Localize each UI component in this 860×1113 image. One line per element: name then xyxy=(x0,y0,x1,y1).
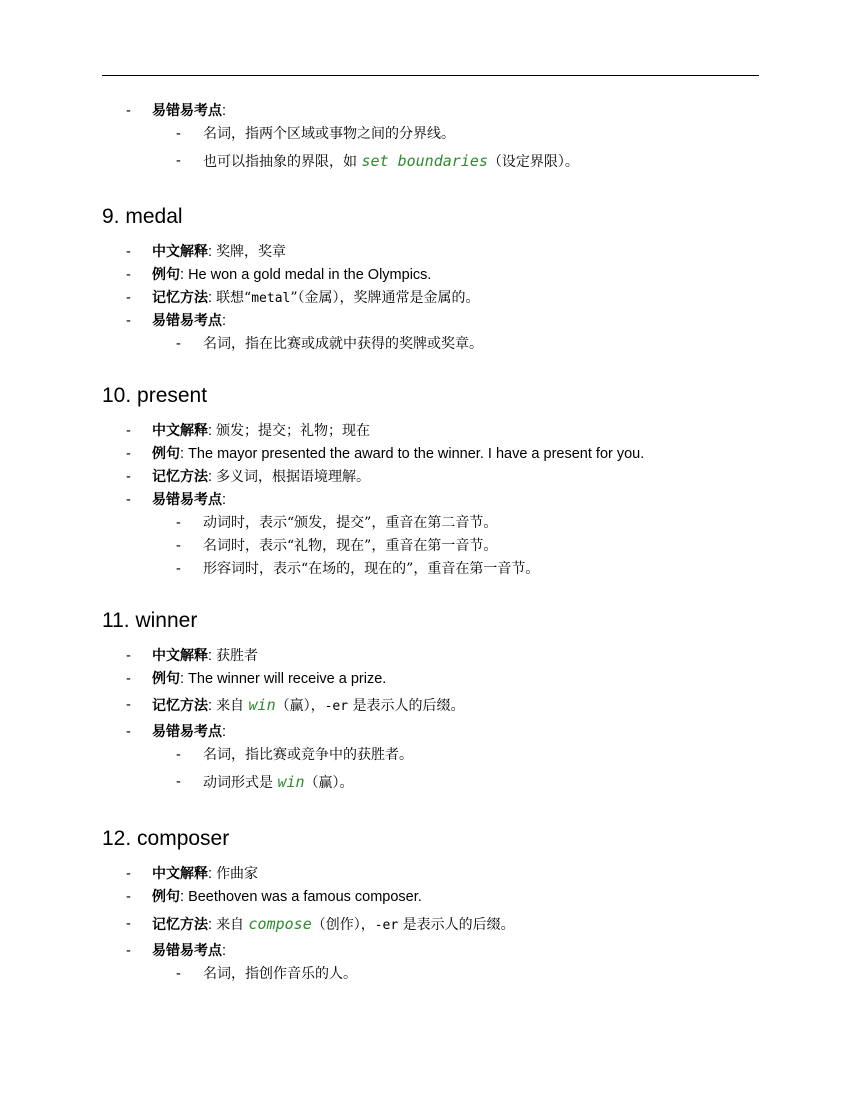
item-text xyxy=(152,669,386,689)
memory-pre: 来自 xyxy=(216,698,249,714)
memory-text: 多义词，根据语境理解。 xyxy=(216,469,371,485)
bullet-dash: - xyxy=(176,336,181,352)
highlight-term: win xyxy=(277,773,305,791)
example-text: The mayor presented the award to the winner. I have a present for you. xyxy=(188,446,645,462)
label-pitfall: 易错易考点 xyxy=(152,724,222,740)
list-item xyxy=(0,334,860,354)
label-colon: : xyxy=(208,244,213,260)
label-memory: 记忆方法 xyxy=(152,917,208,933)
bullet-dash: - xyxy=(126,244,131,260)
bullet-dash: - xyxy=(126,446,131,462)
text-post: （设定界限）。 xyxy=(487,154,579,170)
list-item-example xyxy=(0,444,860,464)
list-item xyxy=(0,964,860,984)
item-text xyxy=(152,421,370,441)
highlight-term: compose xyxy=(248,915,312,933)
pitfall-text: 名词，指在比赛或成就中获得的奖牌或奖章。 xyxy=(203,336,483,352)
bullet-dash: - xyxy=(176,561,181,577)
header-rule xyxy=(102,75,759,76)
item-text xyxy=(152,941,226,961)
list-item-example xyxy=(0,265,860,285)
bullet-dash: - xyxy=(176,153,181,169)
example-text: He won a gold medal in the Olympics. xyxy=(188,267,432,283)
item-text xyxy=(152,864,258,884)
bullet-dash: - xyxy=(126,697,131,713)
text-post: （赢）。 xyxy=(304,775,354,791)
list-item-pitfall xyxy=(0,101,860,121)
label-example: 例句 xyxy=(152,889,180,905)
label-pitfall: 易错易考点 xyxy=(152,492,222,508)
section-heading: 9. medal xyxy=(102,205,183,228)
memory-post: 是表示人的后缀。 xyxy=(348,698,465,714)
list-item-pitfall xyxy=(0,941,860,961)
pitfall-text xyxy=(203,772,354,793)
item-text xyxy=(152,101,226,121)
list-item xyxy=(0,536,860,556)
label-colon: : xyxy=(208,866,213,882)
bullet-dash: - xyxy=(126,267,131,283)
item-text xyxy=(152,311,226,331)
label-colon: : xyxy=(208,290,213,306)
label-meaning: 中文解释 xyxy=(152,244,208,260)
label-colon: : xyxy=(180,671,185,687)
highlight-term: set boundaries xyxy=(361,152,488,170)
memory-mono: -er xyxy=(374,918,399,933)
bullet-dash: - xyxy=(126,671,131,687)
label-colon: : xyxy=(208,698,213,714)
meaning-text: 获胜者 xyxy=(216,648,259,664)
list-item xyxy=(0,151,860,171)
section-heading: 12. composer xyxy=(102,827,230,850)
label-colon: : xyxy=(222,492,227,508)
memory-pre: 来自 xyxy=(216,917,249,933)
label-colon: : xyxy=(180,889,185,905)
item-text xyxy=(152,265,431,285)
example-text: Beethoven was a famous composer. xyxy=(188,889,422,905)
item-text xyxy=(152,467,370,487)
bullet-dash: - xyxy=(126,290,131,306)
label-colon: : xyxy=(208,648,213,664)
label-pitfall: 易错易考点 xyxy=(152,103,222,119)
item-text xyxy=(152,242,286,262)
bullet-dash: - xyxy=(126,724,131,740)
label-colon: : xyxy=(208,469,213,485)
list-item-example xyxy=(0,887,860,907)
example-text: The winner will receive a prize. xyxy=(188,671,387,687)
bullet-dash: - xyxy=(176,126,181,142)
list-item-memory xyxy=(0,914,860,934)
text-pre: 动词形式是 xyxy=(203,775,278,791)
list-item-memory xyxy=(0,288,860,308)
section-heading: 10. present xyxy=(102,384,208,407)
list-item-meaning xyxy=(0,242,860,262)
bullet-dash: - xyxy=(126,943,131,959)
label-colon: : xyxy=(222,724,227,740)
memory-post: ”（金属），奖牌通常是金属的。 xyxy=(290,290,480,306)
bullet-dash: - xyxy=(176,747,181,763)
bullet-dash: - xyxy=(126,103,131,119)
item-text xyxy=(152,914,515,936)
list-item-memory xyxy=(0,695,860,715)
label-colon: : xyxy=(222,313,227,329)
pitfall-text: 名词，指两个区域或事物之间的分界线。 xyxy=(203,126,455,142)
list-item-meaning xyxy=(0,646,860,666)
list-item xyxy=(0,513,860,533)
list-item-pitfall xyxy=(0,722,860,742)
list-item-meaning xyxy=(0,421,860,441)
label-pitfall: 易错易考点 xyxy=(152,943,222,959)
pitfall-text: 动词时，表示“颁发，提交”，重音在第二音节。 xyxy=(203,515,498,531)
list-item xyxy=(0,772,860,792)
item-text xyxy=(152,722,226,742)
list-item-meaning xyxy=(0,864,860,884)
bullet-dash: - xyxy=(126,648,131,664)
item-text xyxy=(152,695,465,717)
list-item-example xyxy=(0,669,860,689)
bullet-dash: - xyxy=(126,866,131,882)
label-colon: : xyxy=(222,943,227,959)
item-text xyxy=(152,288,480,309)
item-text xyxy=(152,646,258,666)
label-example: 例句 xyxy=(152,267,180,283)
label-colon: : xyxy=(180,267,185,283)
memory-mono: metal xyxy=(251,291,291,306)
bullet-dash: - xyxy=(126,423,131,439)
list-item xyxy=(0,124,860,144)
label-pitfall: 易错易考点 xyxy=(152,313,222,329)
label-meaning: 中文解释 xyxy=(152,866,208,882)
pitfall-text xyxy=(203,151,579,172)
pitfall-text: 形容词时，表示“在场的，现在的”，重音在第一音节。 xyxy=(203,561,540,577)
pitfall-text: 名词，指创作音乐的人。 xyxy=(203,966,357,982)
label-colon: : xyxy=(222,103,227,119)
highlight-term: win xyxy=(248,696,276,714)
label-colon: : xyxy=(208,917,213,933)
item-text xyxy=(152,444,644,464)
meaning-text: 颁发；提交；礼物；现在 xyxy=(216,423,371,439)
item-text xyxy=(152,887,422,907)
label-meaning: 中文解释 xyxy=(152,423,208,439)
section-heading: 11. winner xyxy=(102,609,198,632)
bullet-dash: - xyxy=(176,515,181,531)
label-memory: 记忆方法 xyxy=(152,469,208,485)
memory-post: 是表示人的后缀。 xyxy=(398,917,515,933)
list-item-pitfall xyxy=(0,490,860,510)
bullet-dash: - xyxy=(126,889,131,905)
bullet-dash: - xyxy=(176,538,181,554)
label-colon: : xyxy=(208,423,213,439)
label-memory: 记忆方法 xyxy=(152,290,208,306)
pitfall-text: 名词时，表示“礼物，现在”，重音在第一音节。 xyxy=(203,538,498,554)
pitfall-text: 名词，指比赛或竞争中的获胜者。 xyxy=(203,747,413,763)
bullet-dash: - xyxy=(126,916,131,932)
memory-pre: 联想“ xyxy=(216,290,252,306)
item-text xyxy=(152,490,226,510)
bullet-dash: - xyxy=(176,774,181,790)
label-meaning: 中文解释 xyxy=(152,648,208,664)
list-item-memory xyxy=(0,467,860,487)
memory-mid: （赢）， xyxy=(275,698,325,714)
bullet-dash: - xyxy=(176,966,181,982)
memory-mono: -er xyxy=(324,699,349,714)
label-example: 例句 xyxy=(152,446,180,462)
list-item-pitfall xyxy=(0,311,860,331)
meaning-text: 奖牌，奖章 xyxy=(216,244,287,260)
text-pre: 也可以指抽象的界限，如 xyxy=(203,154,362,170)
label-example: 例句 xyxy=(152,671,180,687)
bullet-dash: - xyxy=(126,313,131,329)
bullet-dash: - xyxy=(126,492,131,508)
memory-mid: （创作）， xyxy=(311,917,375,933)
label-memory: 记忆方法 xyxy=(152,698,208,714)
bullet-dash: - xyxy=(126,469,131,485)
list-item xyxy=(0,559,860,579)
list-item xyxy=(0,745,860,765)
meaning-text: 作曲家 xyxy=(216,866,259,882)
label-colon: : xyxy=(180,446,185,462)
